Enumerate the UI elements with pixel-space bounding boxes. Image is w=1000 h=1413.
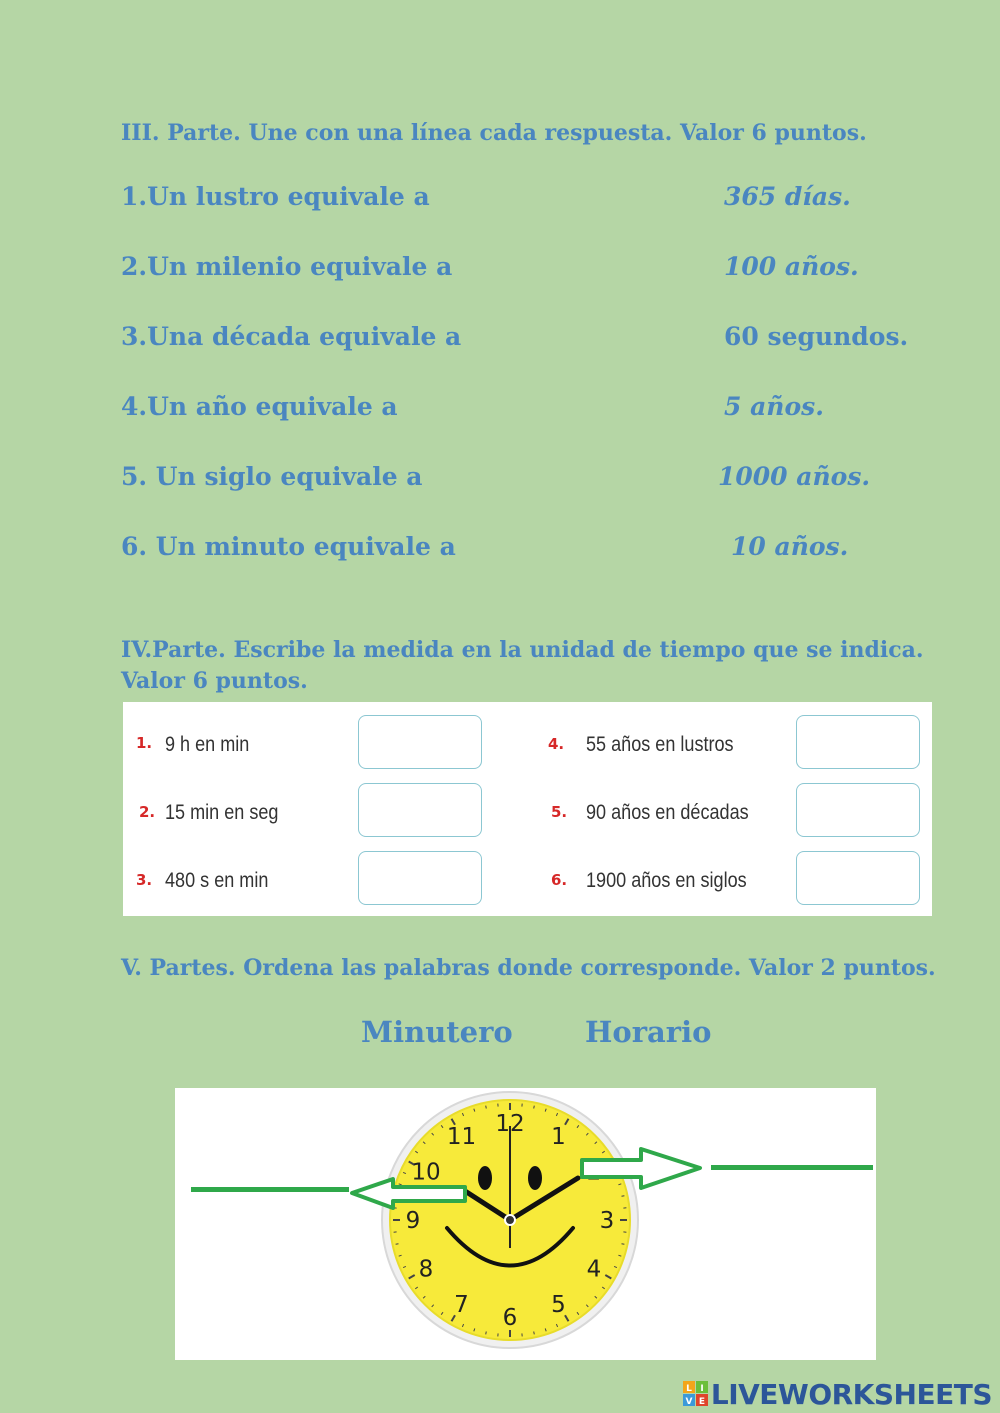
conv-text-6: 1900 años en siglos xyxy=(586,869,747,892)
conv-text-5: 90 años en décadas xyxy=(586,801,749,824)
clock-number-6: 6 xyxy=(502,1305,518,1331)
word-horario[interactable]: Horario xyxy=(585,1015,712,1049)
clock-panel xyxy=(175,1088,876,1360)
answer-input-4[interactable] xyxy=(796,715,920,769)
match-left-2[interactable]: 2.Un milenio equivale a xyxy=(121,252,453,281)
clock-tick xyxy=(486,1106,487,1109)
conv-text-2: 15 min en seg xyxy=(165,801,279,824)
match-left-1[interactable]: 1.Un lustro equivale a xyxy=(121,182,430,211)
clock-tick xyxy=(396,1244,399,1245)
match-left-4[interactable]: 4.Un año equivale a xyxy=(121,392,398,421)
answer-input-6[interactable] xyxy=(796,851,920,905)
clock-number-8: 8 xyxy=(418,1256,434,1283)
clock-number-3: 3 xyxy=(599,1208,615,1234)
answer-input-1[interactable] xyxy=(358,715,482,769)
conv-num-5: 5. xyxy=(551,803,568,821)
svg-text:E: E xyxy=(698,1397,705,1407)
clock-tick xyxy=(622,1196,625,1197)
conv-text-1: 9 h en min xyxy=(165,733,250,756)
clock-tick xyxy=(486,1332,487,1335)
left-eye-icon xyxy=(478,1166,492,1190)
svg-text:V: V xyxy=(685,1397,693,1407)
match-right-2[interactable]: 100 años. xyxy=(724,252,859,281)
clock-tick xyxy=(534,1106,535,1109)
match-right-4[interactable]: 5 años. xyxy=(724,392,824,421)
match-right-5[interactable]: 1000 años. xyxy=(718,462,871,491)
match-right-6[interactable]: 10 años. xyxy=(731,532,849,561)
liveworksheets-logo xyxy=(683,1378,992,1410)
conv-num-6: 6. xyxy=(551,871,568,889)
liveworksheets-logo-icon xyxy=(683,1381,709,1407)
clock-number-11: 11 xyxy=(446,1124,477,1150)
answer-input-5[interactable] xyxy=(796,783,920,837)
answer-input-3[interactable] xyxy=(358,851,482,905)
clock-number-12: 12 xyxy=(495,1111,525,1137)
conv-num-2: 2. xyxy=(139,803,156,821)
svg-text:I: I xyxy=(700,1384,704,1394)
clock-illustration xyxy=(175,1088,876,1360)
conv-text-4: 55 años en lustros xyxy=(586,733,734,756)
clock-number-4: 4 xyxy=(586,1256,602,1283)
match-left-6[interactable]: 6. Un minuto equivale a xyxy=(121,532,456,561)
clock-number-1: 1 xyxy=(551,1124,566,1150)
word-minutero[interactable]: Minutero xyxy=(361,1015,513,1049)
section4-subtitle: Valor 6 puntos. xyxy=(121,668,308,694)
clock-number-7: 7 xyxy=(454,1292,469,1318)
section4-title: IV.Parte. Escribe la medida en la unidad de tiempo que se indica. xyxy=(121,637,924,663)
section3-title: III. Parte. Une con una línea cada respuesta. Valor 6 puntos. xyxy=(121,120,867,146)
clock-tick xyxy=(622,1244,625,1245)
match-right-3[interactable]: 60 segundos. xyxy=(724,322,909,351)
brand-name: LIVEWORKSHEETS xyxy=(710,1377,992,1411)
svg-text:L: L xyxy=(686,1384,692,1394)
clock-number-10: 10 xyxy=(411,1159,441,1186)
conv-num-4: 4. xyxy=(548,735,565,753)
match-right-1[interactable]: 365 días. xyxy=(724,182,851,211)
conv-num-3: 3. xyxy=(136,871,153,889)
conv-text-3: 480 s en min xyxy=(165,869,269,892)
match-left-3[interactable]: 3.Una década equivale a xyxy=(121,322,462,351)
answer-input-2[interactable] xyxy=(358,783,482,837)
clock-tick xyxy=(534,1332,535,1335)
match-left-5[interactable]: 5. Un siglo equivale a xyxy=(121,462,423,491)
clock-number-9: 9 xyxy=(405,1208,421,1234)
clock-center-pin xyxy=(505,1215,515,1225)
section5-title: V. Partes. Ordena las palabras donde corresponde. Valor 2 puntos. xyxy=(121,955,936,981)
clock-number-5: 5 xyxy=(551,1292,566,1318)
right-eye-icon xyxy=(528,1166,542,1190)
conversion-exercise xyxy=(123,702,932,916)
conv-num-1: 1. xyxy=(136,734,153,752)
